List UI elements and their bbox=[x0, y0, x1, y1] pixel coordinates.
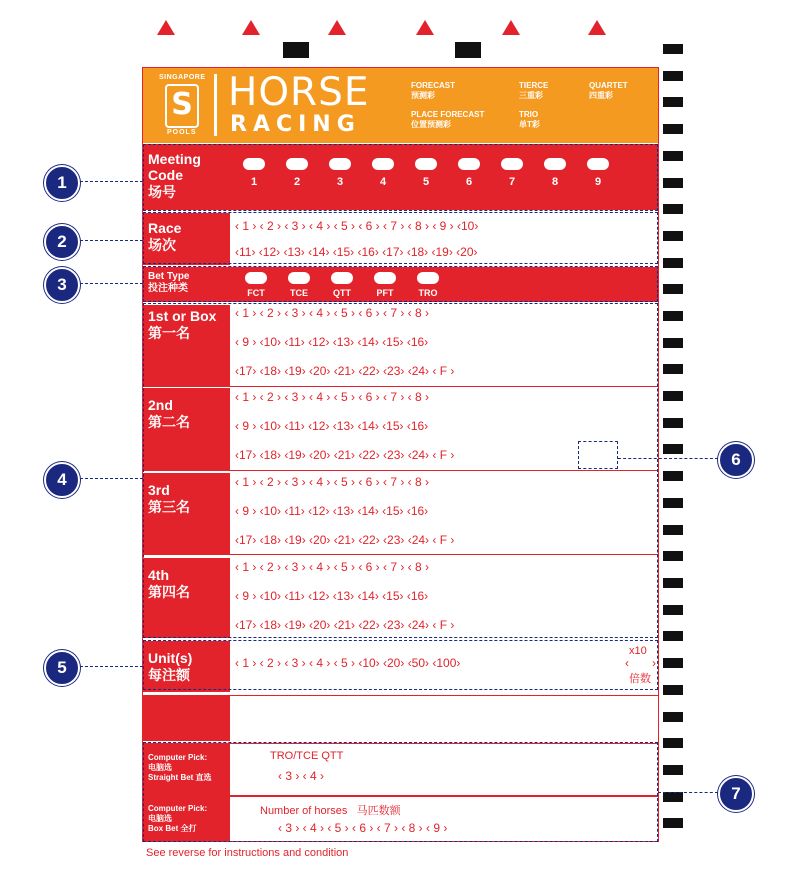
horse-row-2[interactable]: ‹ 9 › ‹10› ‹11› ‹12› ‹13› ‹14› ‹15› ‹16› bbox=[235, 419, 429, 433]
timing-mark bbox=[663, 765, 683, 775]
timing-mark bbox=[663, 97, 683, 107]
race-options-row-1[interactable]: ‹ 1 › ‹ 2 › ‹ 3 › ‹ 4 › ‹ 5 › ‹ 6 › ‹ 7 › ‹ 8 › ‹ 9 › ‹10› bbox=[235, 219, 479, 233]
bet-type-place-forecast: PLACE FORECAST 位置预测彩 bbox=[411, 110, 485, 129]
registration-triangle bbox=[157, 20, 175, 35]
timing-mark bbox=[663, 284, 683, 294]
bet-type-tierce: TIERCE 三重彩 bbox=[519, 81, 549, 100]
annotation-box-4 bbox=[143, 303, 658, 638]
position-3rd-label: 3rd 第三名 bbox=[143, 473, 230, 554]
meeting-code-number: 3 bbox=[336, 176, 344, 188]
bet-type-option-label: QTT bbox=[333, 288, 351, 298]
timing-mark bbox=[663, 471, 683, 481]
timing-mark bbox=[663, 818, 683, 828]
title-horse: HORSE bbox=[228, 70, 370, 115]
timing-mark bbox=[663, 151, 683, 161]
box-header: Number of horses 马匹数额 bbox=[260, 805, 401, 817]
horse-row-2[interactable]: ‹ 9 › ‹10› ‹11› ‹12› ‹13› ‹14› ‹15› ‹16› bbox=[235, 335, 429, 349]
horse-row-1[interactable]: ‹ 1 › ‹ 2 › ‹ 3 › ‹ 4 › ‹ 5 › ‹ 6 › ‹ 7 › ‹ 8 › bbox=[235, 390, 430, 404]
timing-mark bbox=[283, 42, 309, 58]
horse-row-3[interactable]: ‹17› ‹18› ‹19› ‹20› ‹21› ‹22› ‹23› ‹24› ‹ F › bbox=[235, 618, 455, 632]
position-1st-label: 1st or Box 第一名 bbox=[143, 305, 230, 386]
units-label: Unit(s) 每注额 bbox=[143, 641, 230, 692]
timing-mark bbox=[663, 498, 683, 508]
position-4th-label: 4th 第四名 bbox=[143, 558, 230, 638]
timing-mark bbox=[663, 391, 683, 401]
horse-row-2[interactable]: ‹ 9 › ‹10› ‹11› ‹12› ‹13› ‹14› ‹15› ‹16› bbox=[235, 589, 429, 603]
footer-note: See reverse for instructions and condition bbox=[146, 847, 349, 859]
leader-line-3 bbox=[80, 283, 143, 284]
timing-mark bbox=[663, 738, 683, 748]
registration-triangle bbox=[242, 20, 260, 35]
straight-header: TRO/TCE QTT bbox=[270, 750, 344, 762]
race-label: Race 场次 bbox=[143, 213, 230, 265]
bet-type-option-label: PFT bbox=[376, 288, 394, 298]
leader-line-7 bbox=[658, 792, 718, 793]
horse-row-1[interactable]: ‹ 1 › ‹ 2 › ‹ 3 › ‹ 4 › ‹ 5 › ‹ 6 › ‹ 7 › ‹ 8 › bbox=[235, 560, 430, 574]
annotation-box-7 bbox=[143, 742, 658, 842]
computer-pick-straight-label: Computer Pick: 电脑选 Straight Bet 直选 bbox=[143, 744, 230, 795]
annotation-box-2 bbox=[143, 212, 658, 264]
bet-type-trio: TRIO 单T彩 bbox=[519, 110, 540, 129]
timing-mark bbox=[663, 258, 683, 268]
annotation-box-5 bbox=[143, 640, 658, 690]
singapore-pools-logo: S bbox=[165, 84, 199, 128]
meeting-code-number: 2 bbox=[293, 176, 301, 188]
units-options-row[interactable]: ‹ 1 › ‹ 2 › ‹ 3 › ‹ 4 › ‹ 5 › ‹10› ‹20› ‹50› ‹100› bbox=[235, 656, 461, 670]
blank-section bbox=[143, 695, 659, 741]
meeting-code-number: 7 bbox=[508, 176, 516, 188]
timing-mark bbox=[663, 311, 683, 321]
timing-mark bbox=[663, 551, 683, 561]
leader-line-1 bbox=[80, 181, 143, 182]
timing-mark bbox=[663, 338, 683, 348]
timing-mark bbox=[663, 685, 683, 695]
logo-top-text: SINGAPORE bbox=[159, 74, 206, 81]
leader-line-5 bbox=[80, 666, 143, 667]
timing-mark bbox=[663, 444, 683, 454]
callout-7: 7 bbox=[718, 776, 754, 812]
title-racing: RACING bbox=[230, 112, 361, 137]
bet-type-label: Bet Type 投注种类 bbox=[148, 271, 190, 294]
timing-mark bbox=[663, 712, 683, 722]
box-options-row[interactable]: ‹ 3 › ‹ 4 › ‹ 5 › ‹ 6 › ‹ 7 › ‹ 8 › ‹ 9 › bbox=[278, 821, 448, 835]
timing-mark bbox=[455, 42, 481, 58]
timing-mark bbox=[663, 231, 683, 241]
meeting-code-label: Meeting Code 场号 bbox=[148, 151, 201, 200]
x10-mark[interactable]: ‹ bbox=[625, 656, 629, 670]
meeting-code-number: 6 bbox=[465, 176, 473, 188]
timing-mark bbox=[663, 658, 683, 668]
x10-label: x10 bbox=[629, 645, 647, 657]
registration-triangle bbox=[328, 20, 346, 35]
bet-type-forecast: FORECAST 预测彩 bbox=[411, 81, 455, 100]
horse-row-3[interactable]: ‹17› ‹18› ‹19› ‹20› ‹21› ‹22› ‹23› ‹24› ‹ F › bbox=[235, 448, 455, 462]
meeting-code-number: 8 bbox=[551, 176, 559, 188]
timing-mark bbox=[663, 71, 683, 81]
annotation-box-3 bbox=[143, 266, 658, 302]
horse-row-1[interactable]: ‹ 1 › ‹ 2 › ‹ 3 › ‹ 4 › ‹ 5 › ‹ 6 › ‹ 7 › ‹ 8 › bbox=[235, 475, 430, 489]
blank-label bbox=[143, 696, 230, 741]
bet-type-option-label: FCT bbox=[247, 288, 265, 298]
computer-pick-box-label: Computer Pick: 电脑选 Box Bet 全打 bbox=[143, 797, 230, 842]
registration-triangle bbox=[502, 20, 520, 35]
bet-type-quartet: QUARTET 四重彩 bbox=[589, 81, 628, 100]
callout-4: 4 bbox=[44, 462, 80, 498]
logo-bottom-text: POOLS bbox=[167, 129, 197, 136]
meeting-code-number: 4 bbox=[379, 176, 387, 188]
leader-line-2 bbox=[80, 240, 143, 241]
timing-mark bbox=[663, 44, 683, 54]
timing-mark bbox=[663, 792, 683, 802]
timing-mark bbox=[663, 525, 683, 535]
x10-mark-close[interactable]: › bbox=[652, 656, 656, 670]
straight-options-row[interactable]: ‹ 3 › ‹ 4 › bbox=[278, 769, 325, 783]
timing-mark bbox=[663, 605, 683, 615]
callout-6: 6 bbox=[718, 442, 754, 478]
meeting-code-number: 1 bbox=[250, 176, 258, 188]
callout-3: 3 bbox=[44, 267, 80, 303]
annotation-box-6 bbox=[578, 441, 618, 469]
timing-mark bbox=[663, 204, 683, 214]
timing-mark bbox=[663, 578, 683, 588]
registration-triangle bbox=[588, 20, 606, 35]
timing-mark bbox=[663, 631, 683, 641]
logo-divider bbox=[214, 74, 217, 136]
position-2nd-label: 2nd 第二名 bbox=[143, 388, 230, 470]
callout-5: 5 bbox=[44, 650, 80, 686]
registration-triangle bbox=[416, 20, 434, 35]
bet-type-option-label: TRO bbox=[418, 288, 438, 298]
horse-row-3[interactable]: ‹17› ‹18› ‹19› ‹20› ‹21› ‹22› ‹23› ‹24› ‹ F › bbox=[235, 533, 455, 547]
timing-mark bbox=[663, 124, 683, 134]
callout-2: 2 bbox=[44, 224, 80, 260]
timing-mark bbox=[663, 418, 683, 428]
race-options-row-2[interactable]: ‹11› ‹12› ‹13› ‹14› ‹15› ‹16› ‹17› ‹18› ‹19› ‹20› bbox=[235, 245, 478, 259]
leader-line-4 bbox=[80, 478, 143, 479]
horse-row-3[interactable]: ‹17› ‹18› ‹19› ‹20› ‹21› ‹22› ‹23› ‹24› ‹ F › bbox=[235, 364, 455, 378]
meeting-code-number: 9 bbox=[594, 176, 602, 188]
bet-type-option-label: TCE bbox=[290, 288, 308, 298]
slip-header bbox=[143, 68, 659, 143]
x10-zh-label: 倍数 bbox=[629, 673, 651, 685]
timing-mark bbox=[663, 364, 683, 374]
leader-line-6 bbox=[618, 458, 718, 459]
timing-mark bbox=[663, 178, 683, 188]
meeting-code-number: 5 bbox=[422, 176, 430, 188]
horse-row-2[interactable]: ‹ 9 › ‹10› ‹11› ‹12› ‹13› ‹14› ‹15› ‹16› bbox=[235, 504, 429, 518]
callout-1: 1 bbox=[44, 165, 80, 201]
horse-row-1[interactable]: ‹ 1 › ‹ 2 › ‹ 3 › ‹ 4 › ‹ 5 › ‹ 6 › ‹ 7 › ‹ 8 › bbox=[235, 306, 430, 320]
annotation-box-1 bbox=[143, 144, 658, 211]
